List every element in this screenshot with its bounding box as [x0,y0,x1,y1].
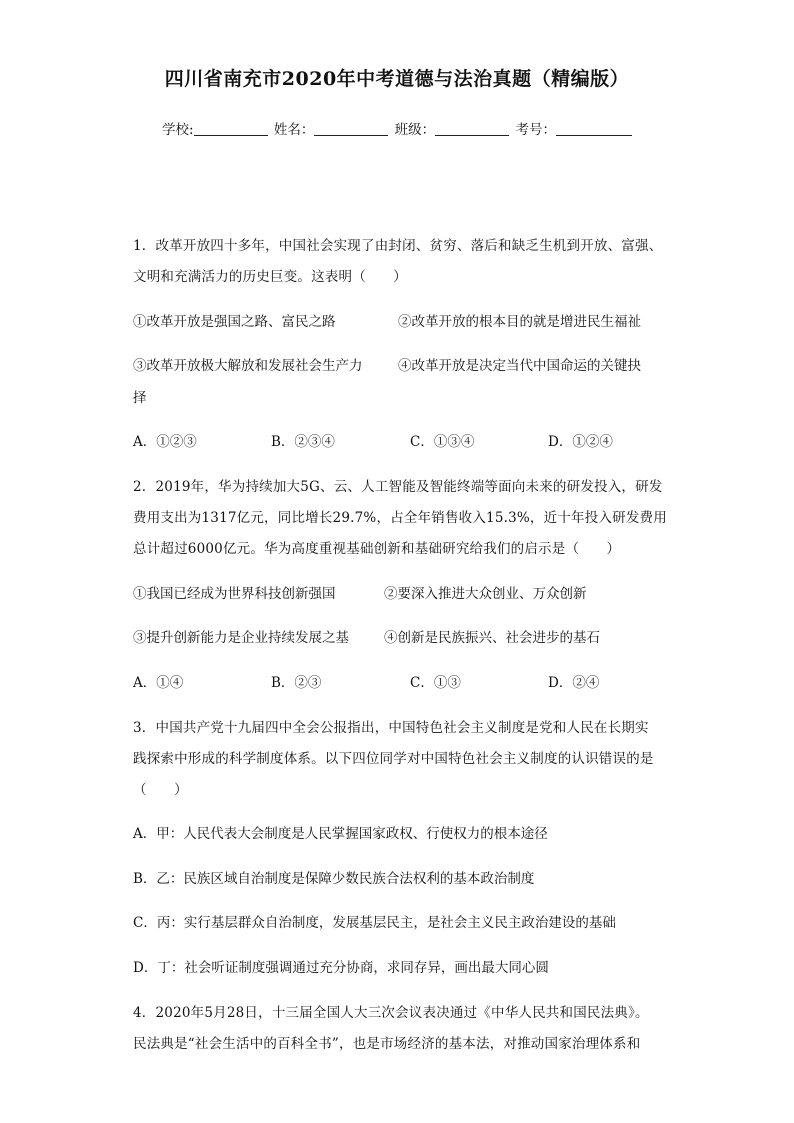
q2-statement-3: ③提升创新能力是企业持续发展之基 [133,630,349,646]
q1-option-b[interactable]: B．②③④ [271,434,335,450]
q2-stem-line: 总计超过6000亿元。华为高度重视基础创新和基础研究给我们的启示是（ ） [133,541,621,557]
school-blank[interactable] [194,121,268,136]
q1-option-c[interactable]: C．①③④ [410,434,475,450]
q3-stem-line: 3．中国共产党十九届四中全会公报指出，中国特色社会主义制度是党和人民在长期实 [133,720,649,736]
q2-option-a[interactable]: A．①④ [133,675,184,691]
q3-option-c[interactable]: C．丙：实行基层群众自治制度，发展基层民主，是社会主义民主政治建设的基础 [133,915,616,931]
class-label: 班级： [394,122,436,138]
q2-option-d[interactable]: D．②④ [548,675,600,691]
q2-option-b[interactable]: B．②③ [271,675,322,691]
q3-stem-line: 践探索中形成的科学制度体系。以下四位同学对中国特色社会主义制度的认识错误的是 [133,751,654,767]
class-blank[interactable] [435,121,509,136]
q1-option-d[interactable]: D．①②④ [548,434,613,450]
q2-statement-2: ②要深入推进大众创业、万众创新 [384,586,587,602]
student-info-row [162,118,634,138]
q2-stem-line: 2．2019年，华为持续加大5G、云、人工智能及智能终端等面向未来的研发投入，研发 [133,479,663,495]
q1-option-a[interactable]: A．①②③ [133,434,197,450]
q1-stem-line: 文明和充满活力的历史巨变。这表明（ ） [133,269,407,285]
q1-statement-4-cont: 择 [133,390,147,406]
q1-statement-2: ②改革开放的根本目的就是增进民生福祉 [398,314,641,330]
q1-statement-3: ③改革开放极大解放和发展社会生产力 [133,358,363,374]
q3-option-b[interactable]: B．乙：民族区域自治制度是保障少数民族合法权利的基本政治制度 [133,871,535,887]
school-label: 学校: [162,122,194,138]
q4-stem-line: 4．2020年5月28日，十三届全国人大三次会议表决通过《中华人民共和国民法典》。 [133,1005,649,1021]
q2-statement-4: ④创新是民族振兴、社会进步的基石 [384,630,600,646]
name-blank[interactable] [314,121,388,136]
page-title: 四川省南充市2020年中考道德与法治真题（精编版） [164,68,630,90]
q1-stem-line: 1．改革开放四十多年，中国社会实现了由封闭、贫穷、落后和缺乏生机到开放、富强、 [133,238,663,254]
q2-stem-line: 费用支出为1317亿元，同比增长29.7%，占全年销售收入15.3%，近十年投入研发费用 [133,510,667,526]
q3-option-d[interactable]: D．丁：社会听证制度强调通过充分协商，求同存异，画出最大同心圆 [133,960,549,976]
q2-option-c[interactable]: C．①③ [410,675,461,691]
q3-option-a[interactable]: A．甲：人民代表大会制度是人民掌握国家政权、行使权力的根本途径 [133,826,548,842]
q2-statement-1: ①我国已经成为世界科技创新强国 [133,586,336,602]
q1-statement-4: ④改革开放是决定当代中国命运的关键抉 [398,358,641,374]
q4-stem-line: 民法典是“社会生活中的百科全书”，也是市场经济的基本法，对推动国家治理体系和 [133,1036,641,1052]
name-label: 姓名： [273,122,315,138]
q3-stem-line: （ ） [133,782,188,798]
exam-no-blank[interactable] [556,121,632,136]
q1-statement-1: ①改革开放是强国之路、富民之路 [133,314,336,330]
exam-no-label: 考号： [515,122,556,138]
